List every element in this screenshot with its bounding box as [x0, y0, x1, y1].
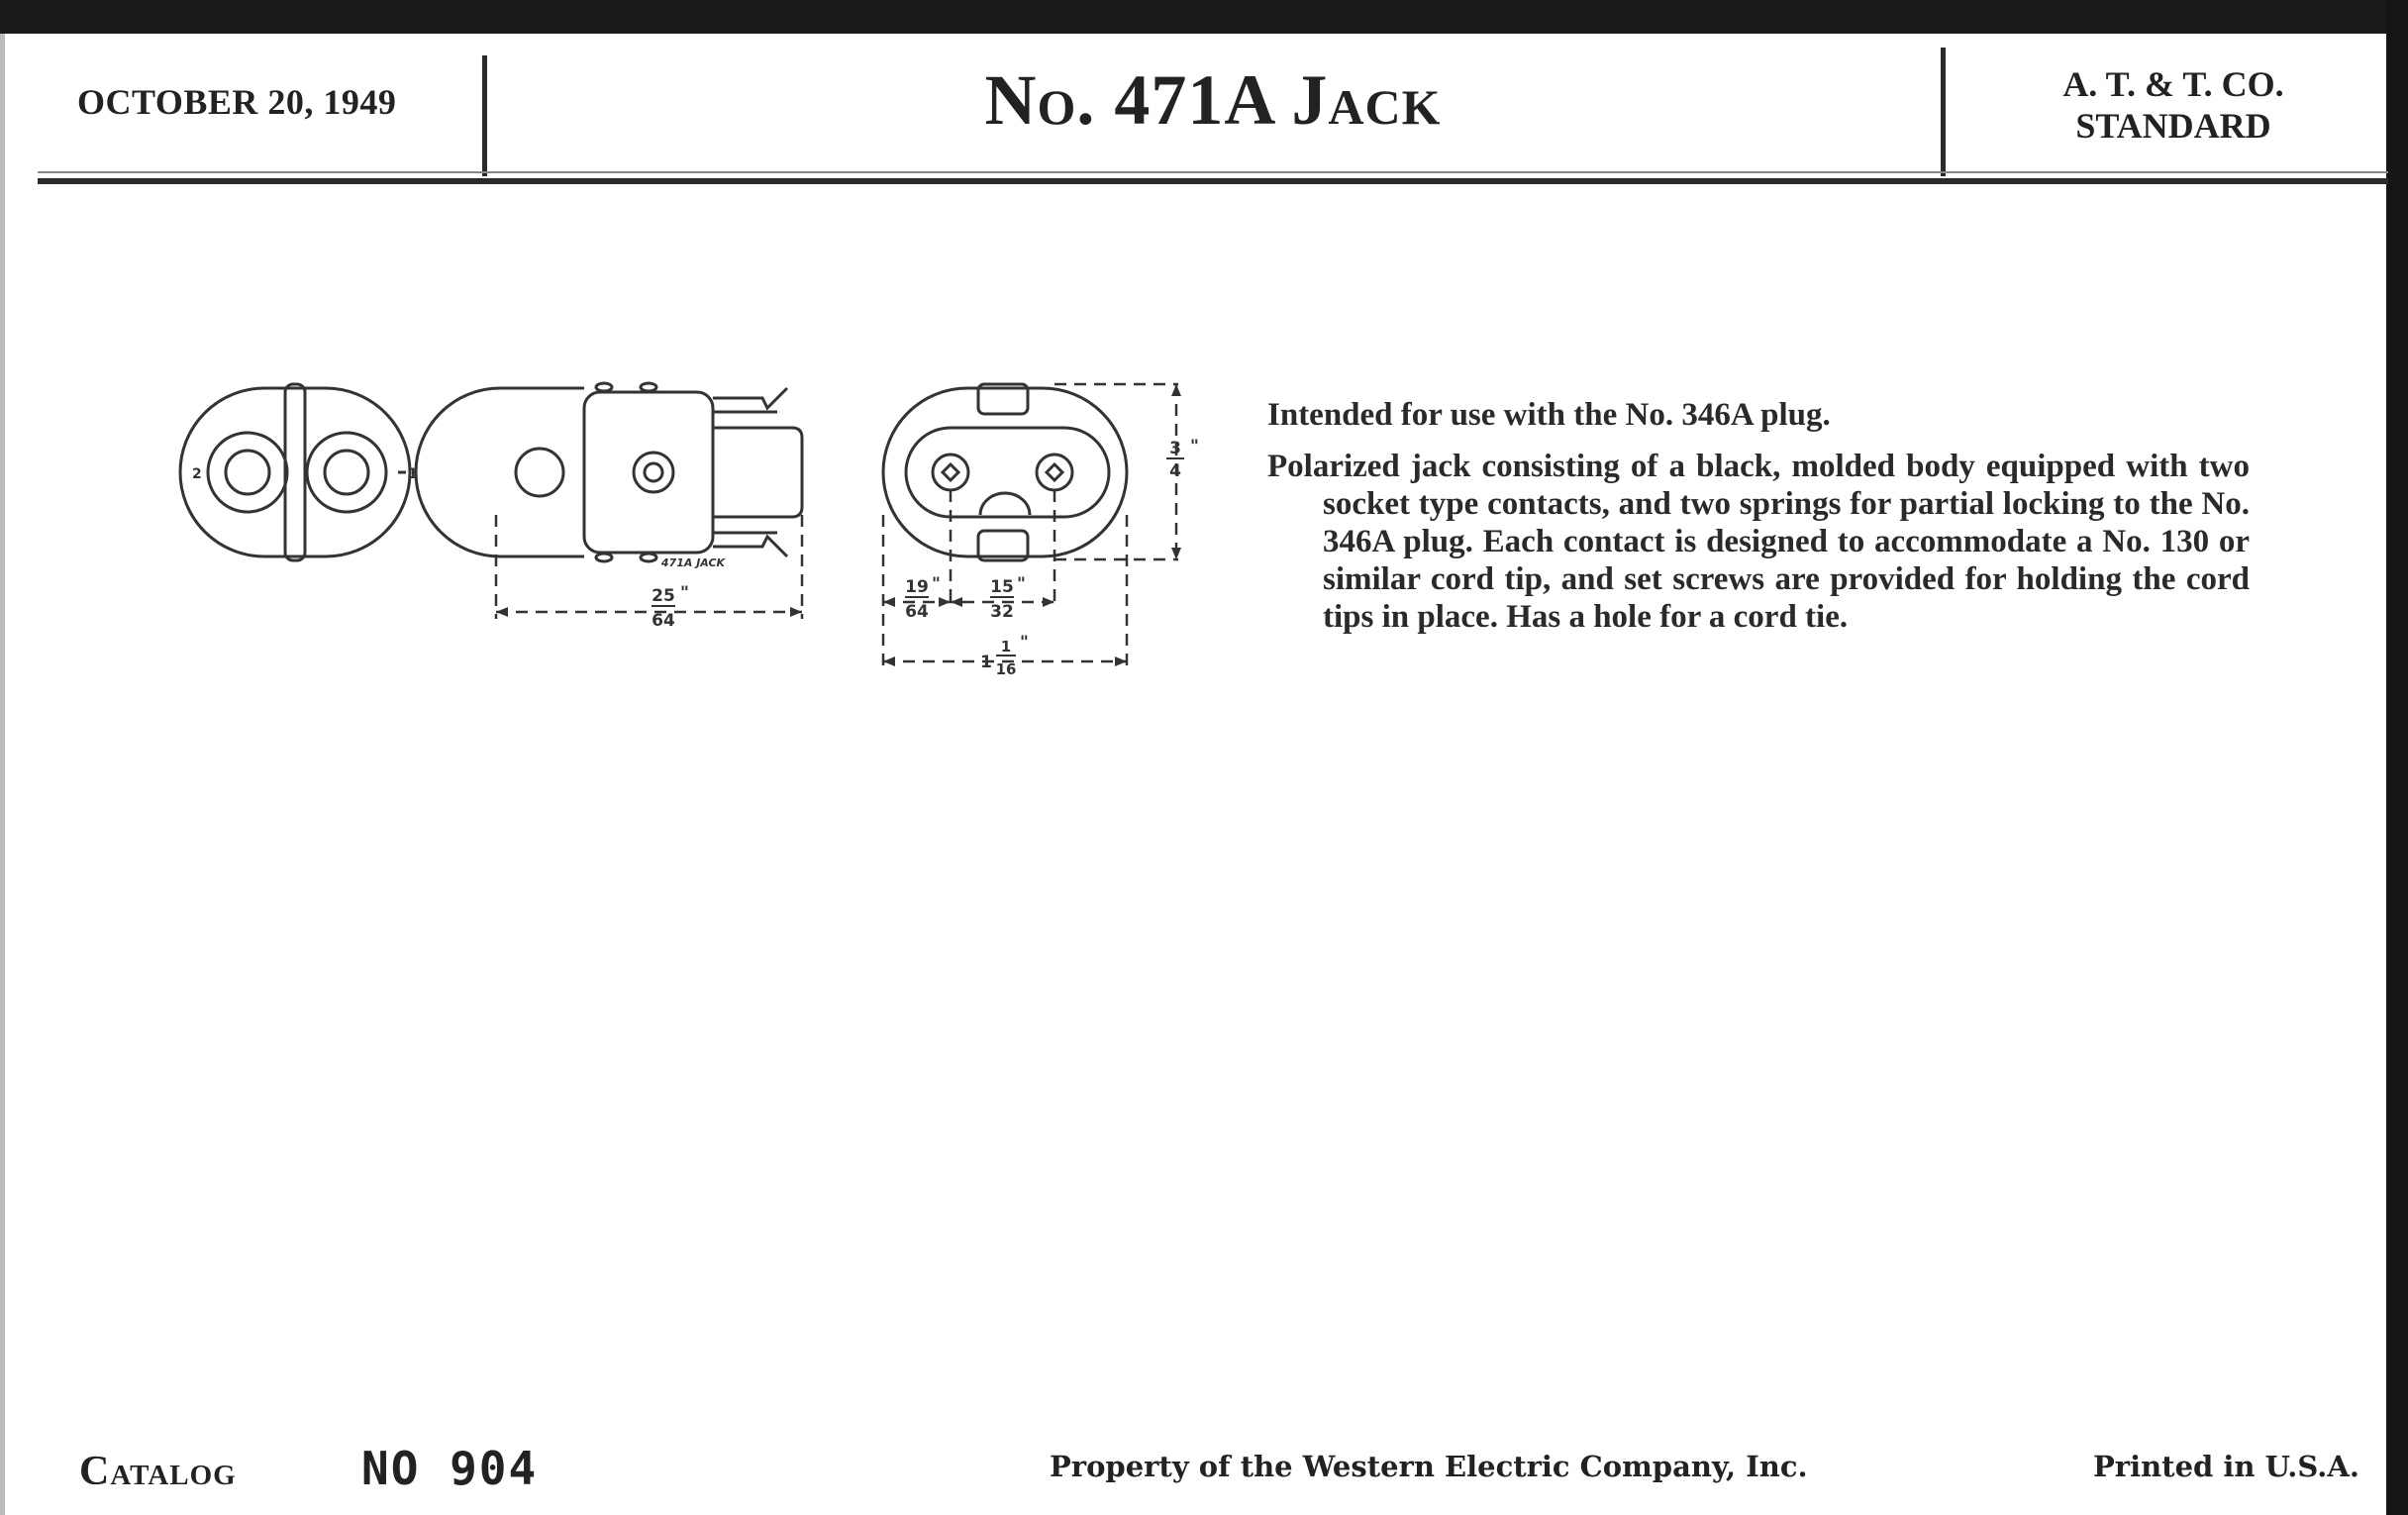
header-divider-right [1941, 48, 1946, 176]
inch-mark-height: " [1190, 437, 1199, 456]
catalog-number: NO 904 [361, 1442, 539, 1495]
dim-spacing-den: 32 [990, 602, 1014, 622]
issue-date: OCTOBER 20, 1949 [77, 82, 397, 122]
inch-mark-spacing: " [1017, 574, 1026, 594]
scan-top-border [0, 0, 2408, 34]
part-label: 471A JACK [660, 556, 726, 569]
scan-left-edge [0, 34, 5, 1515]
standard-block [1960, 63, 2386, 147]
dim-height-den: 4 [1169, 461, 1181, 481]
dim-width-den: 16 [995, 660, 1017, 678]
catalog-label: Catalog [79, 1449, 237, 1494]
rear-view [883, 384, 1127, 560]
description-intro: Intended for use with the No. 346A plug. [1267, 397, 1831, 433]
dim-depth-num: 25 [652, 586, 675, 606]
side-view [416, 383, 802, 561]
standard-label: STANDARD [2075, 106, 2271, 146]
jack-technical-drawing [168, 366, 1218, 693]
contact-left-label: 2 [192, 466, 202, 482]
header-rule-thin [38, 171, 2388, 173]
scan-right-border [2386, 0, 2408, 1515]
dim-depth-den: 64 [652, 611, 675, 631]
dim-width-num: 1 [1000, 638, 1012, 656]
property-notice: Property of the Western Electric Company, Inc. [1050, 1450, 1808, 1483]
dim-offset-den: 64 [905, 602, 929, 622]
inch-mark-offset: " [932, 574, 941, 594]
inch-mark-width: " [1020, 633, 1029, 653]
company-name: A. T. & T. CO. [2062, 64, 2284, 104]
description [1267, 396, 2250, 650]
contact-right-label: 1 [408, 466, 418, 482]
dim-offset-num: 19 [905, 577, 929, 597]
dim-spacing-num: 15 [990, 577, 1014, 597]
printed-notice: Printed in U.S.A. [2093, 1450, 2359, 1483]
inch-mark-depth: " [680, 583, 689, 603]
page-title: No. 471A Jack [984, 60, 1442, 140]
description-body: Polarized jack consisting of a black, molded body equipped with two socket type contacts, and two springs for partial locking to the No. 346A plug. Each contact is designed to accommodate a No. 130 or similar cord tip, and set screws are provided for holding the cord tips in place. Has a hole for a cord tie. [1267, 449, 2250, 635]
header-rule [38, 178, 2388, 184]
dim-width-whole: 1 [980, 653, 992, 672]
dim-height-num: 3 [1169, 439, 1181, 458]
front-view [180, 384, 410, 560]
